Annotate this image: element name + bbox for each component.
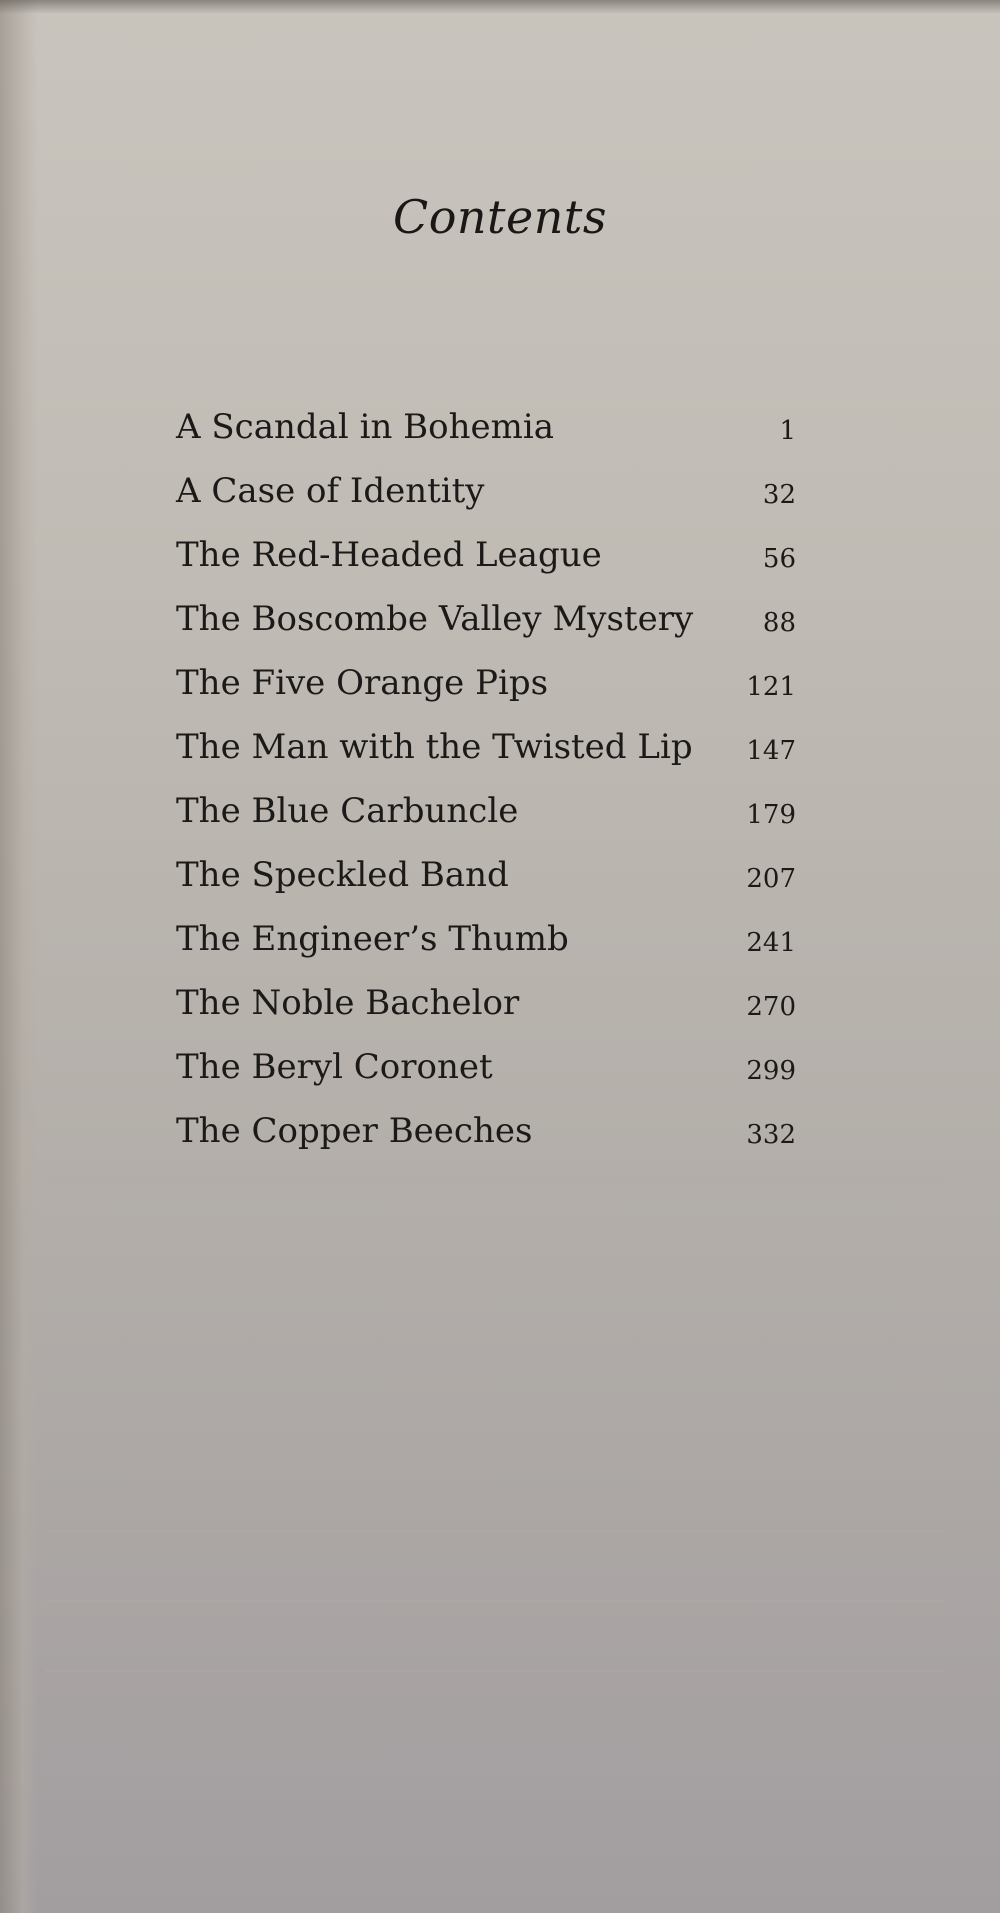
toc-entry-title: The Beryl Coronet: [176, 1047, 493, 1087]
toc-entry-title: The Man with the Twisted Lip: [176, 727, 693, 767]
page-gutter-shadow: [0, 0, 38, 1913]
toc-entry-page: 270: [746, 992, 796, 1022]
toc-entry-page: 56: [762, 544, 796, 574]
toc-entry-title: The Red-Headed League: [176, 535, 602, 575]
toc-entry-page: 88: [762, 608, 796, 638]
toc-entry: [176, 405, 796, 469]
bleed-through-line: [45, 1600, 945, 1602]
toc-entry-title: The Boscombe Valley Mystery: [176, 599, 694, 639]
bleed-through-line: [45, 1460, 945, 1462]
bleed-through-line: [45, 1250, 945, 1252]
toc-entry-page: 147: [746, 736, 796, 766]
toc-entry: [176, 853, 796, 917]
toc-entry-page: 32: [762, 480, 796, 510]
table-of-contents: [176, 405, 796, 1173]
page-title: Contents: [393, 190, 607, 244]
toc-entry: [176, 789, 796, 853]
toc-entry: [176, 1109, 796, 1173]
toc-entry: [176, 1045, 796, 1109]
toc-entry-page: 299: [746, 1056, 796, 1086]
toc-entry: [176, 917, 796, 981]
page-top-shadow: [0, 0, 1000, 14]
toc-entry-page: 179: [746, 800, 796, 830]
toc-entry: [176, 661, 796, 725]
toc-entry: [176, 981, 796, 1045]
toc-entry-title: The Engineer’s Thumb: [176, 919, 569, 959]
bleed-through-line: [45, 1390, 945, 1392]
toc-entry-page: 207: [746, 864, 796, 894]
toc-entry: [176, 533, 796, 597]
toc-entry-title: The Blue Carbuncle: [176, 791, 519, 831]
bleed-through-line: [45, 1320, 945, 1322]
toc-entry-page: 332: [746, 1120, 796, 1150]
toc-entry-title: The Five Orange Pips: [176, 663, 549, 703]
bleed-through-line: [45, 1670, 945, 1672]
toc-entry-title: The Speckled Band: [176, 855, 509, 895]
toc-entry-title: A Case of Identity: [176, 471, 485, 511]
toc-entry: [176, 469, 796, 533]
toc-entry-page: 241: [746, 928, 796, 958]
toc-entry-title: A Scandal in Bohemia: [176, 407, 555, 447]
toc-entry-title: The Copper Beeches: [176, 1111, 533, 1151]
toc-entry-page: 1: [779, 416, 796, 446]
bleed-through-line: [45, 1180, 945, 1182]
bleed-through-line: [45, 1530, 945, 1532]
toc-entry: [176, 597, 796, 661]
toc-entry-page: 121: [746, 672, 796, 702]
toc-entry: [176, 725, 796, 789]
toc-entry-title: The Noble Bachelor: [176, 983, 520, 1023]
